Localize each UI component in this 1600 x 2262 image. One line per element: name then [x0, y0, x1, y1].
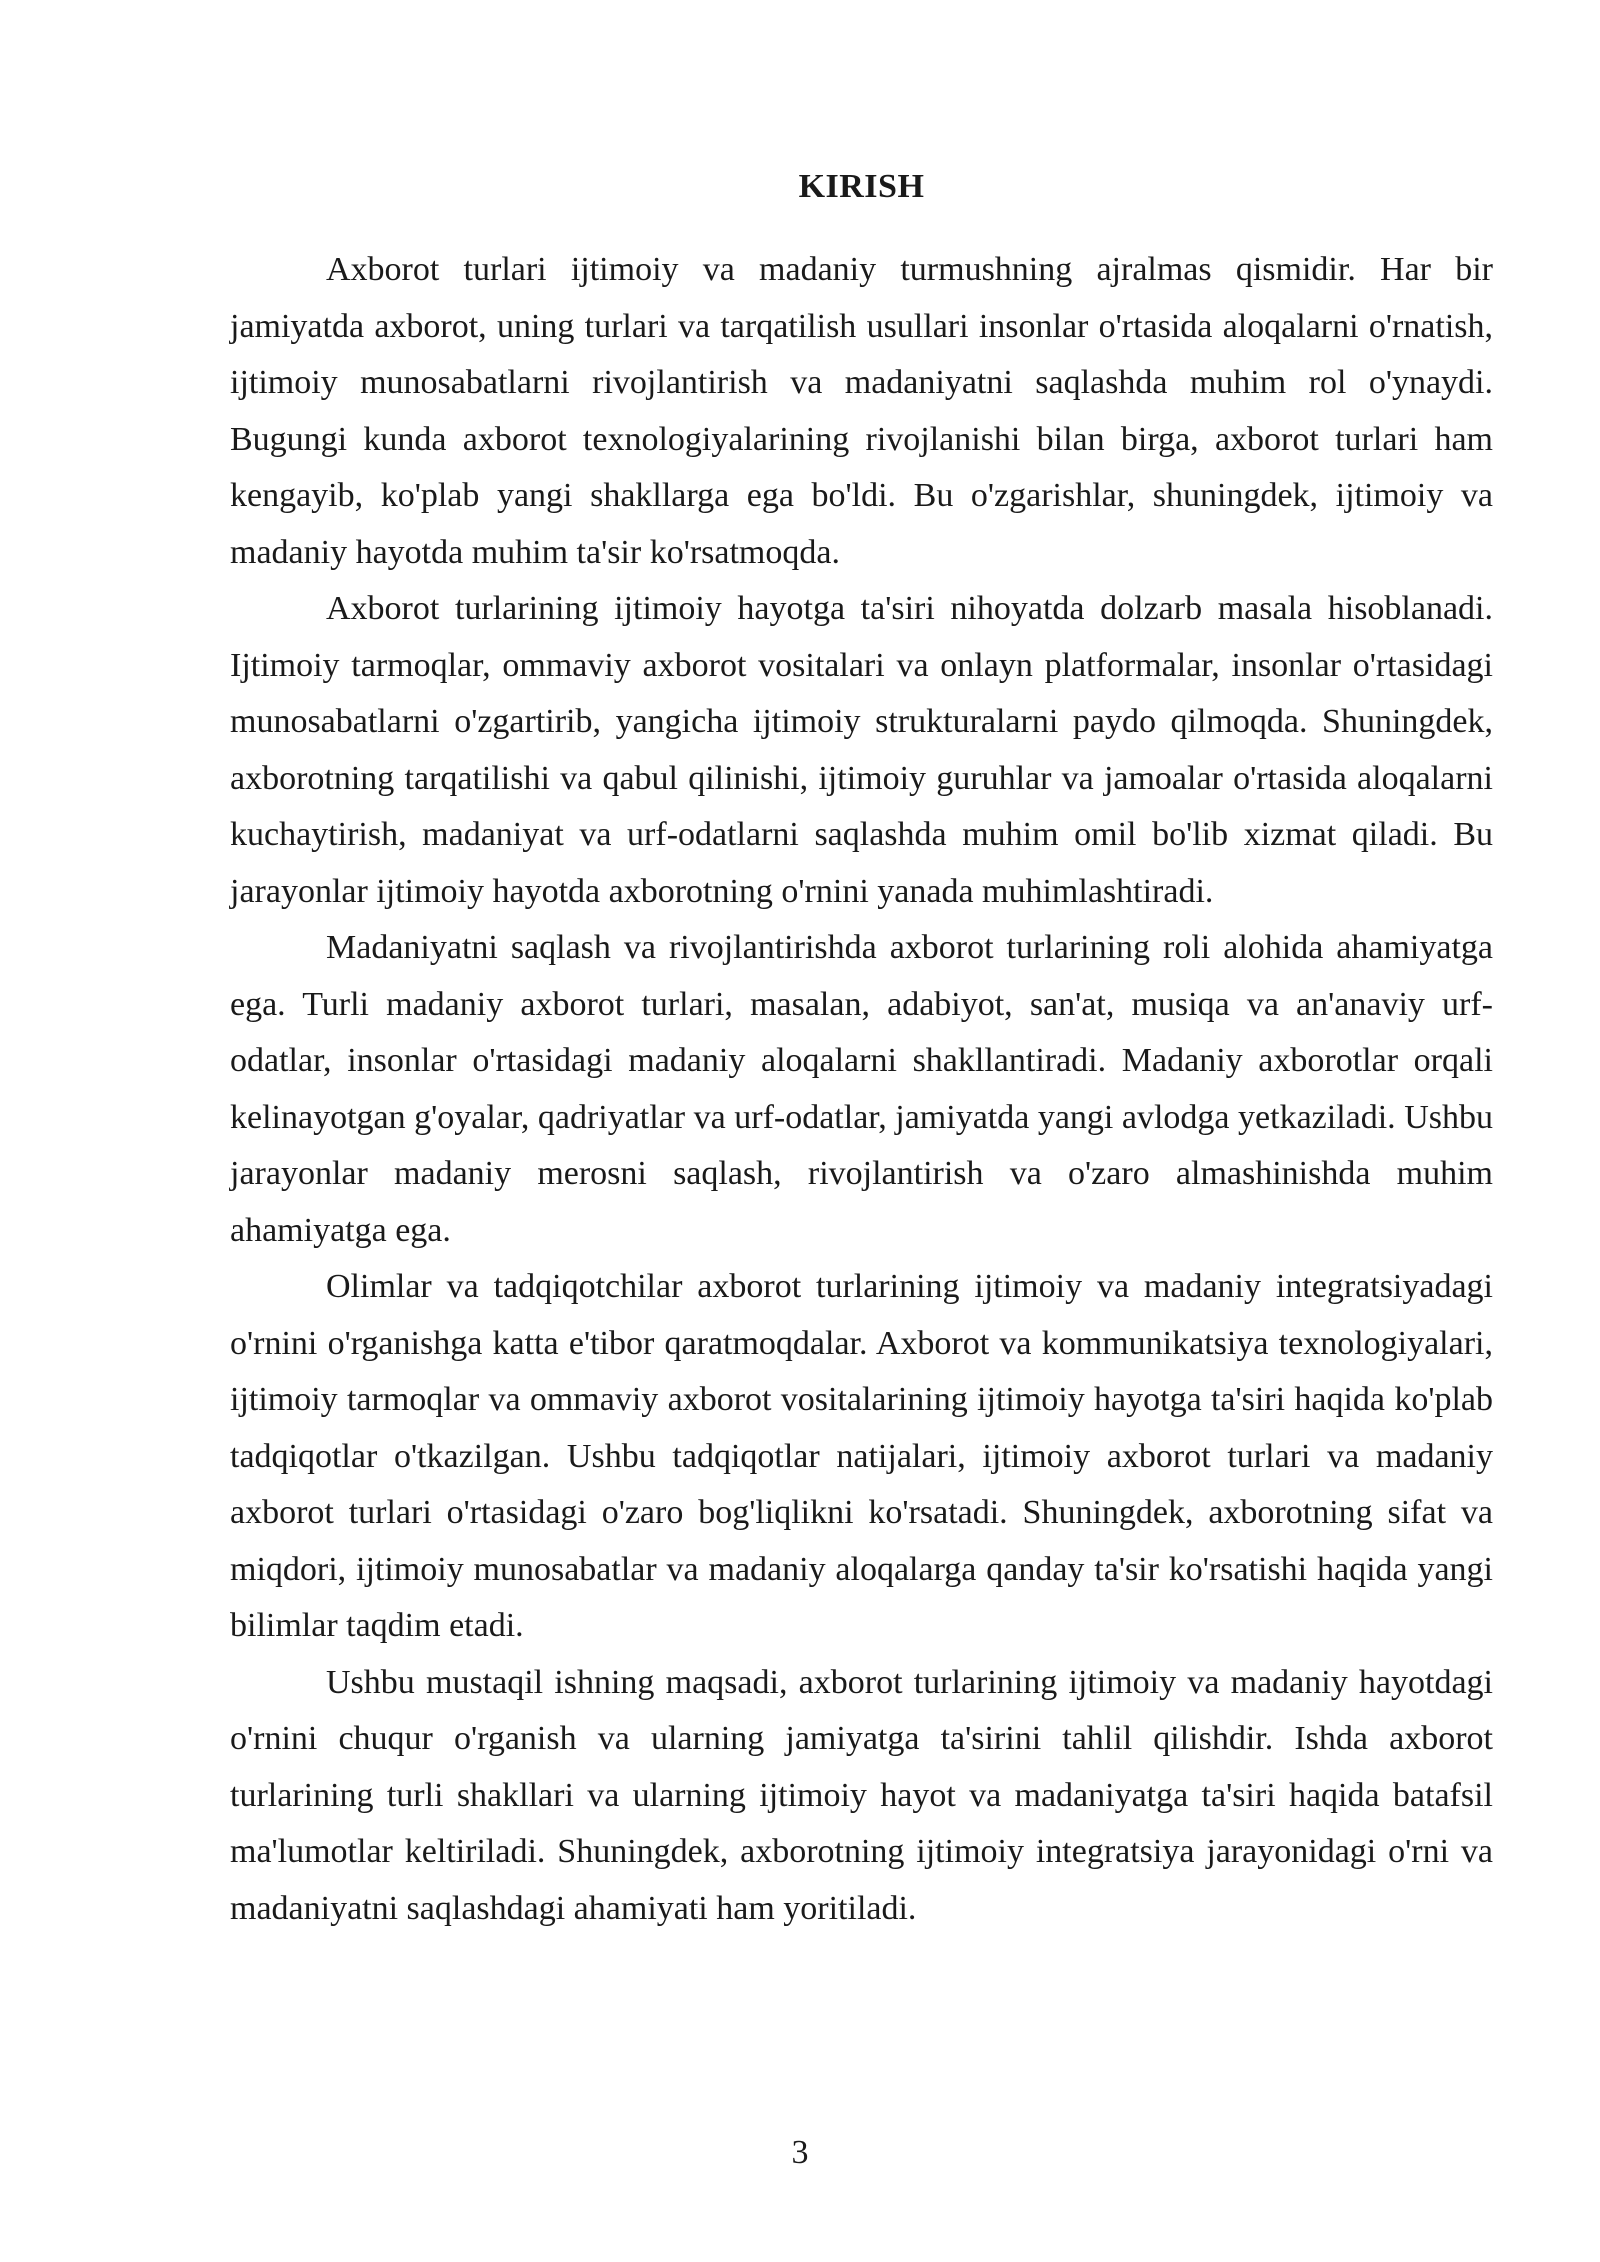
page-body	[230, 162, 1493, 1937]
paragraph: Axborot turlari ijtimoiy va madaniy turmushning ajralmas qismidir. Har bir jamiyatda axborot, uning turlari va tarqatilish usullari insonlar o'rtasida aloqalarni o'rnatish, ijtimoiy munosabatlarni rivojlantirish va madaniyatni saqlashda muhim rol o'ynaydi. Bugungi kunda axborot texnologiyalarining rivojlanishi bilan birga, axborot turlari ham kengayib, ko'plab yangi shakllarga ega bo'ldi. Bu o'zgarishlar, shuningdek, ijtimoiy va madaniy hayotda muhim ta'sir ko'rsatmoqda.	[230, 251, 1493, 571]
paragraph: Madaniyatni saqlash va rivojlantirishda axborot turlarining roli alohida ahamiyatga ega. Turli madaniy axborot turlari, masalan, adabiyot, san'at, musiqa va an'anaviy urf-odatlar, insonlar o'rtasidagi madaniy aloqalarni shakllantiradi. Madaniy axborotlar orqali kelinayotgan g'oyalar, qadriyatlar va urf-odatlar, jamiyatda yangi avlodga yetkaziladi. Ushbu jarayonlar madaniy merosni saqlash, rivojlantirish va o'zaro almashinishda muhim ahamiyatga ega.	[230, 929, 1493, 1249]
paragraph: Ushbu mustaqil ishning maqsadi, axborot turlarining ijtimoiy va madaniy hayotdagi o'rnini chuqur o'rganish va ularning jamiyatga ta'sirini tahlil qilishdir. Ishda axborot turlarining turli shakllari va ularning ijtimoiy hayot va madaniyatga ta'siri haqida batafsil ma'lumotlar keltiriladi. Shuningdek, axborotning ijtimoiy integratsiya jarayonidagi o'rni va madaniyatni saqlashdagi ahamiyati ham yoritiladi.	[230, 1663, 1493, 1927]
section-title: KIRISH	[798, 168, 925, 205]
page-number: 3	[791, 2134, 809, 2171]
paragraph: Olimlar va tadqiqotchilar axborot turlarining ijtimoiy va madaniy integratsiyadagi o'rnini o'rganishga katta e'tibor qaratmoqdalar. Axborot va kommunikatsiya texnologiyalari, ijtimoiy tarmoqlar va ommaviy axborot vositalarining ijtimoiy hayotga ta'siri haqida ko'plab tadqiqotlar o'tkazilgan. Ushbu tadqiqotlar natijalari, ijtimoiy axborot turlari va madaniy axborot turlari o'rtasidagi o'zaro bog'liqlikni ko'rsatadi. Shuningdek, axborotning sifat va miqdori, ijtimoiy munosabatlar va madaniy aloqalarga qanday ta'sir ko'rsatishi haqida yangi bilimlar taqdim etadi.	[230, 1268, 1493, 1644]
paragraph: Axborot turlarining ijtimoiy hayotga ta'siri nihoyatda dolzarb masala hisoblanadi. Ijtimoiy tarmoqlar, ommaviy axborot vositalari va onlayn platformalar, insonlar o'rtasidagi munosabatlarni o'zgartirib, yangicha ijtimoiy strukturalarni paydo qilmoqda. Shuningdek, axborotning tarqatilishi va qabul qilinishi, ijtimoiy guruhlar va jamoalar o'rtasida aloqalarni kuchaytirish, madaniyat va urf-odatlarni saqlashda muhim omil bo'lib xizmat qiladi. Bu jarayonlar ijtimoiy hayotda axborotning o'rnini yanada muhimlashtiradi.	[230, 590, 1493, 910]
